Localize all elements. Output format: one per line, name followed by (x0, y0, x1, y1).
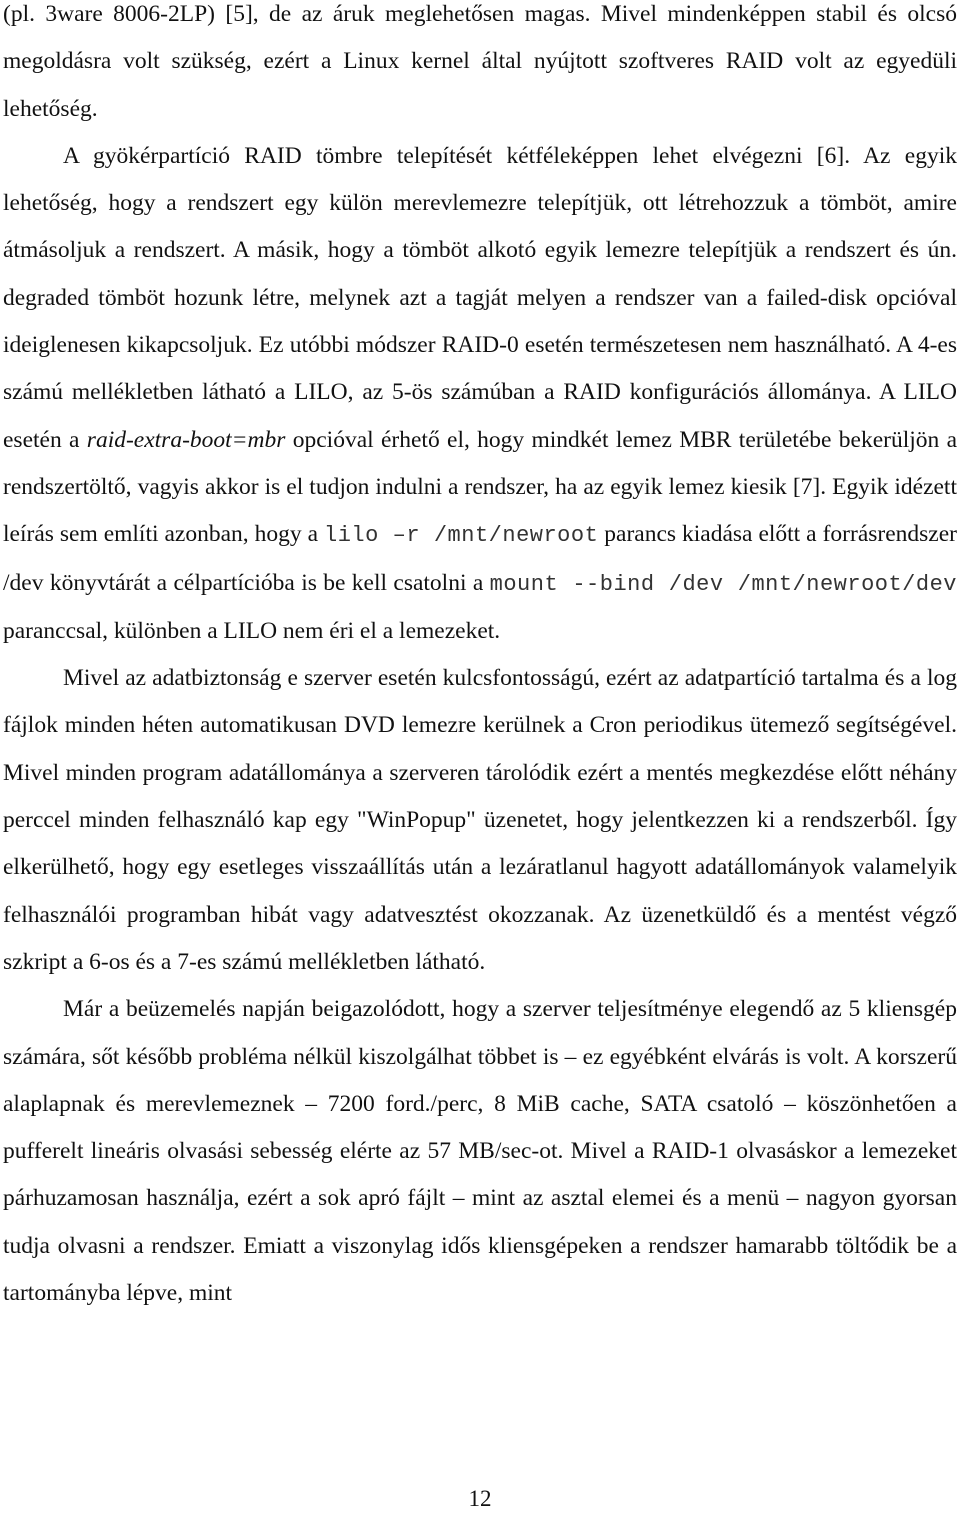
lilo-command: lilo –r /mnt/newroot (324, 523, 599, 549)
text-run: Mivel az adatbiztonság e szerver esetén kulcsfontosságú, ezért az adatpartíció tartalma és a log fájlok minden héten automatikusan DVD lemezre kerülnek a Cron periodikus ütemező segítségével. Mivel minden program adatállománya a szerveren tárolódik ezért a mentés megkezdése előtt néhány perccel minden felhasználó kap egy "WinPopup" üzenetet, hogy jelentkezzen ki a rendszerből. Így elkerülhető, hogy egy esetleges visszaállítás után a lezáratlanul hagyott adatállományok valamelyik felhasználói programban hibát vagy adatvesztést okozzanak. Az üzenetküldő és a mentést végző szkript a 6-os és a 7-es számú mellékletben látható. (3, 665, 957, 975)
text-run: parancs kiadása előtt a forrásrendszer /dev könyvtárát a célpartícióba is be kell csatolni a (3, 521, 957, 596)
mount-command: mount --bind /dev /mnt/newroot/dev (489, 571, 957, 597)
paragraph-raid-choice (3, 0, 957, 133)
text-run: A gyökérpartíció RAID tömbre telepítését kétféleképpen lehet elvégezni [6]. Az egyik lehetőség, hogy a rendszert egy külön merevlemezre telepítjük, ott létrehozzuk a tömböt, amire átmásoljuk a rendszert. A másik, hogy a tömböt alkotó egyik lemezre telepítjük a rendszert és ún. degraded tömböt hozunk létre, melynek azt a tagját melyen a rendszer van a failed-disk opcióval ideiglenesen kikapcsoljuk. Ez utóbbi módszer RAID-0 esetén természetesen nem használható. A 4-es számú mellékletben látható a LILO, az 5-ös számúban a RAID konfigurációs állománya. A LILO esetén a (3, 142, 957, 453)
page-number: 12 (468, 1486, 492, 1511)
text-run: paranccsal, különben a LILO nem éri el a lemezeket. (3, 617, 501, 644)
body-text (3, 0, 957, 1317)
lilo-option: raid-extra-boot=mbr (86, 426, 286, 453)
text-run: Már a beüzemelés napján beigazolódott, hogy a szerver teljesítménye elegendő az 5 kliensgép számára, sőt később probléma nélkül kiszolgálhat többet is – ez egyébként elvárás is volt. A korszerű alaplapnak és merevlemeznek – 7200 ford./perc, 8 MiB cache, SATA csatoló – köszönhetően a pufferelt lineáris olvasási sebesség elérte az 57 MB/sec-ot. Mivel a RAID-1 olvasáskor a lemezeket párhuzamosan használja, ezért a sok apró fájlt – mint az asztal elemei és a menü – nagyon gyorsan tudja olvasni a rendszer. Emiatt a viszonylag idős kliensgépeken a rendszer hamarabb töltődik be a tartományba lépve, mint (3, 996, 957, 1307)
paragraph-backup (3, 655, 957, 986)
text-run: (pl. 3ware 8006-2LP) [5], de az áruk meglehetősen magas. Mivel mindenképpen stabil és olcsó megoldásra volt szükség, ezért a Linux kernel által nyújtott szoftveres RAID volt az egyedüli lehetőség. (3, 1, 957, 122)
paragraph-performance (3, 986, 957, 1317)
paragraph-root-partition (3, 133, 957, 655)
text-run: opcióval érhető el, hogy mindkét lemez MBR területébe bekerüljön a rendszertöltő, vagyis akkor is el tudjon indulni a rendszer, ha az egyik lemez kiesik [7]. Egyik idézett leírás sem említi azonban, hogy a (3, 426, 958, 548)
